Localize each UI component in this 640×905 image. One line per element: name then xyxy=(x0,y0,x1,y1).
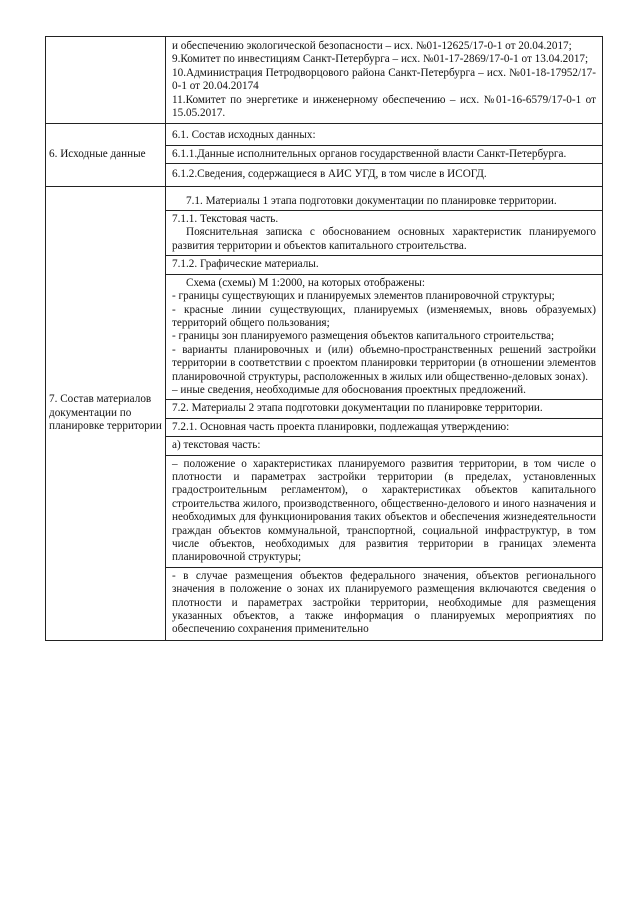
list-item: - варианты планировочных и (или) объемно-пространственных решений застройки территории в соответствии с проектом планировки территории (в отношении элементов планировочной структуры, расположенных в жилых или общественно-деловых зонах). xyxy=(172,343,596,383)
list-item: - границы зон планируемого размещения объектов капитального строительства; xyxy=(172,330,555,343)
paragraph: 7.1.2. Графические материалы. xyxy=(172,258,319,271)
content-segment xyxy=(166,164,602,185)
document-page xyxy=(45,36,603,641)
row-label: 6. Исходные данные xyxy=(49,148,146,161)
list-item: - красные линии существующих, планируемых (изменяемых, вновь образуемых) территорий общего пользования; xyxy=(172,303,596,329)
paragraph: 9.Комитет по инвестициям Санкт-Петербурга – исх. №01-17-2869/17-0-1 от 13.04.2017; xyxy=(172,53,589,66)
paragraph: 10.Администрация Петродворцового района Санкт-Петербурга – исх. №01-18-17952/17-0-1 от 20.04.20174 xyxy=(172,66,596,93)
content-segment xyxy=(166,256,602,274)
paragraph: 7.2. Материалы 2 этапа подготовки документации по планировке территории. xyxy=(172,402,543,415)
paragraph: а) текстовая часть: xyxy=(172,439,261,452)
content-segment xyxy=(166,146,602,164)
row-content-cell xyxy=(166,124,603,186)
paragraph: 6.1. Состав исходных данных: xyxy=(172,129,316,142)
list-item: - в случае размещения объектов федерального значения, объектов регионального значения в положение о зонах их планируемого размещения включаются сведения о плотности и параметрах застройки территории, необходимые для размещения указанных объектов, а также информация о планируемых мероприятиях по обеспечению сохранения применительно xyxy=(172,569,596,636)
content-segment xyxy=(166,568,602,640)
paragraph: Схема (схемы) М 1:2000, на которых отображены: xyxy=(186,276,425,289)
paragraph: и обеспечению экологической безопасности – исх. №01-12625/17-0-1 от 20.04.2017; xyxy=(172,40,572,52)
row-content-cell xyxy=(166,37,603,124)
content-segment xyxy=(166,400,602,418)
row-label-cell xyxy=(46,186,166,640)
list-item: - границы существующих и планируемых элементов планировочной структуры; xyxy=(172,290,555,303)
table-row xyxy=(46,186,603,640)
list-item: – положение о характеристиках планируемого развития территории, в том числе о плотности и параметрах застройки территории (в пределах, установленных градостроительным регламентом), о характеристиках объектов капитального строительства жилого, производственного, общественно-делового и иного назначения и необходимых для функционирования таких объектов и обеспечения жизнедеятельности граждан объектов коммунальной, транспортной, социальной инфраструктур, в том числе объектов, необходимых для развития территории в границах элемента планировочной структуры; xyxy=(172,457,596,564)
content-segment xyxy=(166,187,602,211)
content-segment xyxy=(166,419,602,437)
requirements-table xyxy=(45,36,603,641)
table-row xyxy=(46,37,603,124)
row-content-cell xyxy=(166,186,603,640)
paragraph: 7.2.1. Основная часть проекта планировки, подлежащая утверждению: xyxy=(172,420,510,433)
paragraph: Пояснительная записка с обоснованием основных характеристик планируемого развития территории и объектов капитального строительства. xyxy=(172,226,596,252)
content-segment xyxy=(166,37,602,123)
content-segment xyxy=(166,211,602,256)
paragraph: 7.1. Материалы 1 этапа подготовки документации по планировке территории. xyxy=(186,194,557,207)
content-segment xyxy=(166,124,602,145)
paragraph: 7.1.1. Текстовая часть. xyxy=(172,213,279,226)
table-row xyxy=(46,124,603,186)
content-segment xyxy=(166,437,602,455)
list-item: – иные сведения, необходимые для обоснования проектных предложений. xyxy=(172,383,526,396)
paragraph: 11.Комитет по энергетике и инженерному обеспечению – исх. №01-16-6579/17-0-1 от 15.05.2017. xyxy=(172,93,596,120)
content-segment xyxy=(166,456,602,568)
paragraph: 6.1.1.Данные исполнительных органов государственной власти Санкт-Петербурга. xyxy=(172,147,567,160)
content-segment xyxy=(166,275,602,401)
row-label-cell xyxy=(46,124,166,186)
paragraph: 6.1.2.Сведения, содержащиеся в АИС УГД, в том числе в ИСОГД. xyxy=(172,168,487,181)
row-label-cell xyxy=(46,37,166,124)
row-label: 7. Состав материалов документации по планировке территории xyxy=(49,393,162,432)
